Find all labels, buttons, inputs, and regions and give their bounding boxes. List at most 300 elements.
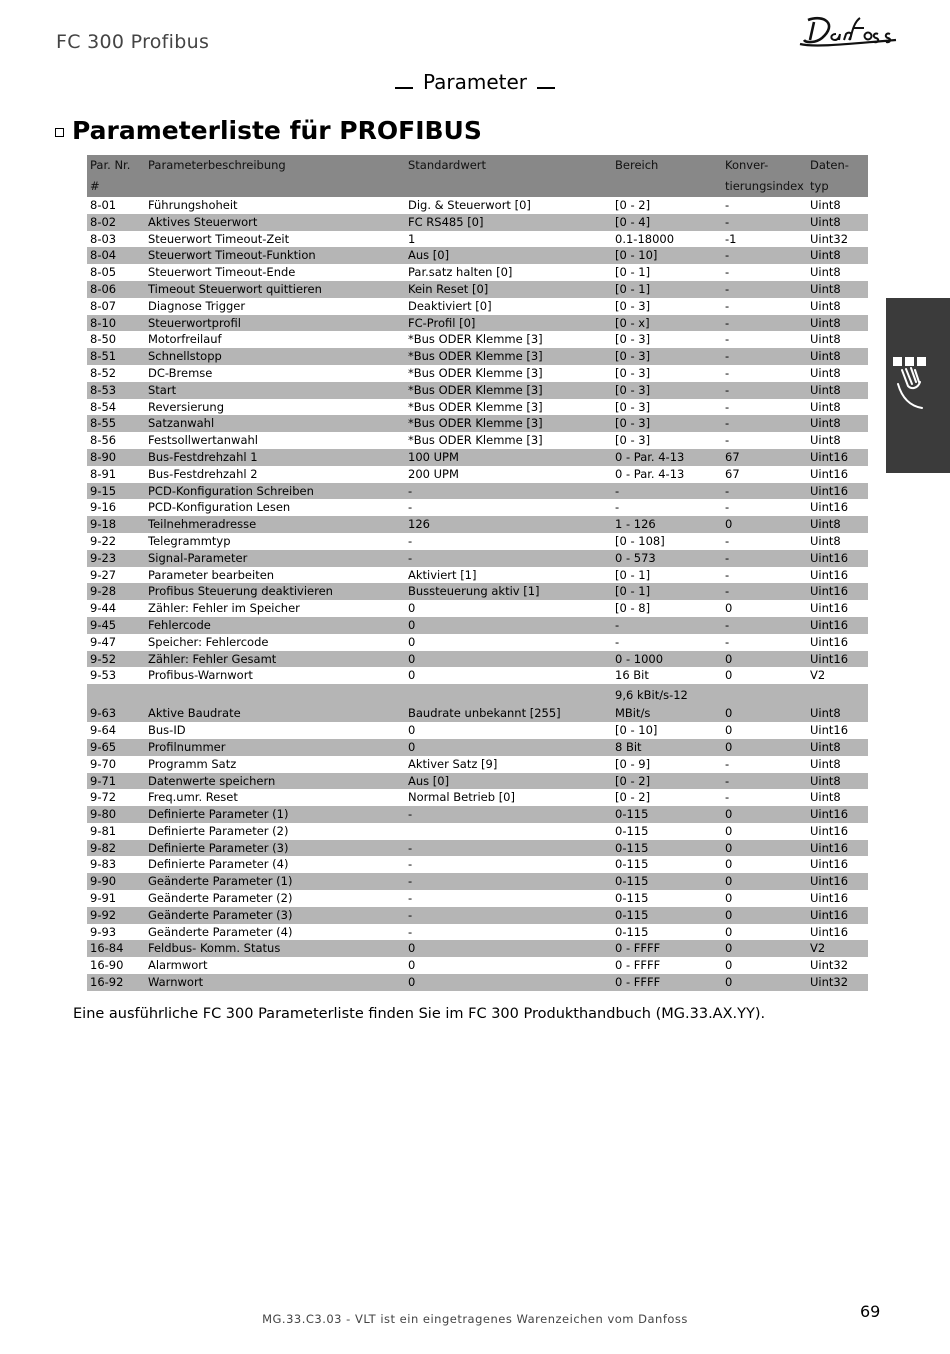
cell-data-type: Uint8	[810, 399, 841, 414]
cell-data-type: Uint16	[810, 500, 849, 515]
cell-default: -	[408, 500, 413, 515]
cell-default: Deaktiviert [0]	[408, 298, 492, 313]
table-row	[87, 449, 868, 466]
cell-range: 0 - FFFF	[615, 958, 661, 973]
cell-conversion-index: -	[725, 298, 730, 313]
cell-description: Teilnehmeradresse	[145, 516, 405, 533]
cell-conversion-index: -	[725, 433, 730, 448]
cell-data-type: Uint16	[807, 840, 868, 857]
cell-data-type: Uint8	[810, 433, 841, 448]
page-heading	[55, 116, 482, 145]
table-row	[87, 533, 868, 550]
cell-conversion-index: -	[725, 756, 730, 771]
cell-data-type: Uint16	[810, 723, 849, 738]
cell-range: 0-115	[615, 924, 649, 939]
cell-range: [0 - 3]	[615, 298, 651, 313]
cell-conversion-index: 0	[725, 958, 733, 973]
cell-range: [0 - 108]	[615, 533, 665, 548]
cell-range: [0 - 1]	[615, 265, 651, 280]
cell-description: Profilnummer	[145, 739, 405, 756]
cell-data-type: Uint8	[810, 332, 841, 347]
cell-data-type: Uint16	[810, 466, 849, 481]
cell-conversion-index: 0	[725, 857, 733, 872]
cell-description: Festsollwertanwahl	[148, 433, 258, 448]
header-default: Standardwert	[405, 155, 612, 197]
cell-range: [0 - 10]	[615, 723, 658, 738]
cell-default: 0	[408, 634, 416, 649]
table-row	[87, 331, 868, 348]
table-row	[87, 583, 868, 600]
cell-description: Steuerwort Timeout-Zeit	[148, 231, 290, 246]
cell-par-nr: 8-05	[90, 265, 117, 280]
cell-default: Aktiviert [1]	[408, 567, 477, 582]
table-row	[87, 722, 868, 739]
page-footer: MG.33.C3.03 - VLT ist ein eingetragenes Warenzeichen vom Danfoss	[262, 1312, 688, 1326]
cell-par-nr: 8-90	[87, 449, 145, 466]
cell-conversion-index: -1	[725, 231, 737, 246]
table-row	[87, 974, 868, 991]
table-row	[87, 890, 868, 907]
table-row	[87, 483, 868, 500]
heading-dash-right	[537, 87, 555, 89]
cell-conversion-index: -	[725, 500, 730, 515]
table-row	[87, 957, 868, 974]
table-row	[87, 940, 868, 957]
cell-range: -	[612, 483, 722, 500]
cell-range: [0 - 9]	[615, 756, 651, 771]
cell-default: *Bus ODER Klemme [3]	[408, 332, 543, 347]
cell-description: Geänderte Parameter (1)	[145, 873, 405, 890]
cell-conversion-index: -	[725, 399, 730, 414]
table-row	[87, 348, 868, 365]
cell-description: PCD-Konfiguration Schreiben	[145, 483, 405, 500]
table-row	[87, 214, 868, 231]
cell-default: FC-Profil [0]	[405, 315, 612, 332]
cell-par-nr: 9-63	[87, 684, 145, 722]
table-row	[87, 550, 868, 567]
cell-description: Feldbus- Komm. Status	[145, 940, 405, 957]
cell-data-type: Uint8	[810, 790, 841, 805]
cell-description: Steuerwort Timeout-Funktion	[145, 247, 405, 264]
table-row	[87, 617, 868, 634]
cell-default: Kein Reset [0]	[405, 281, 612, 298]
cell-data-type: Uint8	[807, 214, 868, 231]
table-row	[87, 667, 868, 684]
cell-description: Timeout Steuerwort quittieren	[145, 281, 405, 298]
cell-par-nr: 8-07	[90, 298, 117, 313]
cell-description: Schnellstopp	[145, 348, 405, 365]
cell-par-nr: 8-02	[87, 214, 145, 231]
cell-description: Programm Satz	[148, 756, 237, 771]
cell-description: Aktive Baudrate	[145, 684, 405, 722]
cell-par-nr: 9-93	[90, 924, 117, 939]
cell-data-type: Uint16	[807, 449, 868, 466]
cell-par-nr: 9-23	[87, 550, 145, 567]
cell-default: 0	[408, 958, 416, 973]
cell-conversion-index: 67	[725, 466, 740, 481]
cell-data-type: Uint16	[810, 924, 849, 939]
cell-data-type: Uint16	[807, 873, 868, 890]
cell-default: -	[405, 907, 612, 924]
table-row	[87, 907, 868, 924]
table-row	[87, 600, 868, 617]
cell-range: 0 - FFFF	[612, 974, 722, 991]
header-range: Bereich	[612, 155, 722, 197]
cell-par-nr: 9-15	[87, 483, 145, 500]
cell-range: [0 - x]	[612, 315, 722, 332]
cell-default: Aus [0]	[405, 773, 612, 790]
cell-data-type: Uint32	[807, 974, 868, 991]
cell-range: 0 - FFFF	[612, 940, 722, 957]
cell-default: Aus [0]	[405, 247, 612, 264]
page-number: 69	[860, 1302, 881, 1321]
table-row	[87, 840, 868, 857]
cell-data-type: Uint16	[810, 634, 849, 649]
cell-description: Alarmwort	[148, 958, 208, 973]
cell-data-type: Uint32	[810, 958, 849, 973]
cell-par-nr: 8-52	[90, 365, 117, 380]
cell-data-type: Uint16	[807, 483, 868, 500]
cell-conversion-index: -	[722, 281, 807, 298]
cell-par-nr: 8-91	[90, 466, 117, 481]
cell-conversion-index: -	[725, 265, 730, 280]
cell-data-type: Uint8	[807, 247, 868, 264]
table-row	[87, 432, 868, 449]
cell-conversion-index: -	[725, 365, 730, 380]
cell-range: 9,6 kBit/s-12 MBit/s	[612, 684, 722, 722]
cell-description: Telegrammtyp	[148, 533, 231, 548]
cell-description: Zähler: Fehler Gesamt	[145, 651, 405, 668]
cell-data-type: Uint16	[810, 823, 849, 838]
cell-description: Geänderte Parameter (4)	[148, 924, 293, 939]
cell-par-nr: 9-81	[90, 823, 117, 838]
cell-par-nr: 8-03	[90, 231, 117, 246]
cell-par-nr: 9-70	[90, 756, 117, 771]
cell-description: Bus-Festdrehzahl 1	[145, 449, 405, 466]
cell-range: 0 - 573	[612, 550, 722, 567]
table-row	[87, 789, 868, 806]
cell-description: Bus-ID	[148, 723, 186, 738]
cell-par-nr: 9-28	[87, 583, 145, 600]
cell-default: *Bus ODER Klemme [3]	[405, 382, 612, 399]
cell-default: *Bus ODER Klemme [3]	[405, 348, 612, 365]
cell-par-nr: 9-22	[90, 533, 117, 548]
table-row	[87, 298, 868, 315]
cell-default: 100 UPM	[405, 449, 612, 466]
cell-range: [0 - 1]	[615, 567, 651, 582]
cell-description: Definierte Parameter (1)	[145, 806, 405, 823]
cell-par-nr: 9-80	[87, 806, 145, 823]
cell-description: Freq.umr. Reset	[148, 790, 238, 805]
cell-data-type: Uint16	[807, 550, 868, 567]
cell-conversion-index: 0	[725, 924, 733, 939]
cell-conversion-index: 0	[722, 516, 807, 533]
cell-par-nr: 9-90	[87, 873, 145, 890]
table-row	[87, 415, 868, 432]
cell-default: -	[405, 806, 612, 823]
cell-range: 0 - 1000	[612, 651, 722, 668]
cell-default: 126	[405, 516, 612, 533]
cell-conversion-index: -	[725, 790, 730, 805]
table-row	[87, 516, 868, 533]
cell-conversion-index: 0	[725, 668, 733, 683]
table-body	[87, 197, 868, 991]
cell-range: 1 - 126	[612, 516, 722, 533]
cell-par-nr: 9-83	[90, 857, 117, 872]
cell-data-type: Uint16	[810, 857, 849, 872]
table-header-row	[87, 155, 868, 197]
cell-conversion-index: 0	[722, 940, 807, 957]
header-data-type: Daten- typ	[807, 155, 868, 197]
cell-default: -	[405, 483, 612, 500]
cell-default: *Bus ODER Klemme [3]	[405, 415, 612, 432]
cell-par-nr: 16-90	[90, 958, 124, 973]
parameter-table	[87, 155, 868, 991]
cell-par-nr: 8-54	[90, 399, 117, 414]
cell-description: Signal-Parameter	[145, 550, 405, 567]
cell-description: Diagnose Trigger	[148, 298, 246, 313]
cell-par-nr: 16-84	[87, 940, 145, 957]
cell-description: Geänderte Parameter (2)	[148, 891, 293, 906]
cell-default: 0	[408, 668, 416, 683]
cell-range: 0 - Par. 4-13	[612, 449, 722, 466]
cell-range: [0 - 4]	[612, 214, 722, 231]
cell-par-nr: 9-27	[90, 567, 117, 582]
cell-default: Dig. & Steuerwort [0]	[408, 198, 531, 212]
cell-conversion-index: -	[722, 483, 807, 500]
cell-conversion-index: 0	[722, 907, 807, 924]
cell-description: Speicher: Fehlercode	[148, 634, 269, 649]
cell-data-type: Uint8	[807, 348, 868, 365]
page-heading-text: Parameterliste für PROFIBUS	[72, 116, 482, 145]
cell-default: 0	[408, 601, 416, 616]
table-row	[87, 856, 868, 873]
cell-default: 0	[405, 739, 612, 756]
cell-conversion-index: -	[722, 382, 807, 399]
table-row	[87, 281, 868, 298]
cell-default: 0	[405, 974, 612, 991]
cell-description: Zähler: Fehler im Speicher	[148, 601, 300, 616]
table-row	[87, 873, 868, 890]
cell-par-nr: 9-92	[87, 907, 145, 924]
table-row	[87, 247, 868, 264]
cell-description: Definierte Parameter (2)	[148, 823, 289, 838]
document-title: FC 300 Profibus	[56, 31, 210, 53]
cell-range: 0-115	[612, 907, 722, 924]
cell-par-nr: 9-91	[90, 891, 117, 906]
cell-data-type: V2	[810, 668, 826, 683]
cell-description: Steuerwortprofil	[145, 315, 405, 332]
table-row	[87, 634, 868, 651]
heading-dash-left	[395, 87, 413, 89]
cell-par-nr: 9-47	[90, 634, 117, 649]
table-row	[87, 924, 868, 941]
table-row	[87, 264, 868, 281]
cell-par-nr: 9-52	[87, 651, 145, 668]
cell-range: [0 - 8]	[615, 601, 651, 616]
footer-note: Eine ausführliche FC 300 Parameterliste finden Sie im FC 300 Produkthandbuch (MG.33.AX.YY).	[73, 1006, 766, 1022]
cell-data-type: Uint8	[810, 298, 841, 313]
cell-par-nr: 9-72	[90, 790, 117, 805]
cell-default: -	[408, 891, 413, 906]
cell-default: 200 UPM	[408, 466, 459, 481]
cell-par-nr: 9-53	[90, 668, 117, 683]
cell-par-nr: 9-71	[87, 773, 145, 790]
cell-conversion-index: -	[725, 332, 730, 347]
cell-data-type: Uint32	[810, 231, 849, 246]
cell-par-nr: 8-53	[87, 382, 145, 399]
cell-par-nr: 8-04	[87, 247, 145, 264]
cell-range: -	[612, 617, 722, 634]
cell-conversion-index: -	[722, 348, 807, 365]
cell-data-type: Uint16	[810, 567, 849, 582]
table-row	[87, 756, 868, 773]
cell-data-type: Uint8	[807, 415, 868, 432]
table-row	[87, 651, 868, 668]
cell-default: -	[408, 924, 413, 939]
cell-conversion-index: -	[722, 583, 807, 600]
section-heading-text: Parameter	[422, 70, 528, 94]
cell-description: Geänderte Parameter (3)	[145, 907, 405, 924]
table-row	[87, 773, 868, 790]
cell-data-type: Uint8	[807, 315, 868, 332]
cell-range: [0 - 10]	[612, 247, 722, 264]
cell-range: 8 Bit	[612, 739, 722, 756]
cell-conversion-index: -	[725, 634, 730, 649]
cell-range: [0 - 1]	[612, 583, 722, 600]
cell-data-type: Uint8	[810, 533, 841, 548]
cell-par-nr: 16-92	[87, 974, 145, 991]
table-row	[87, 739, 868, 756]
cell-default: 0	[405, 940, 612, 957]
cell-description: Parameter bearbeiten	[148, 567, 275, 582]
cell-conversion-index: 0	[725, 601, 733, 616]
table-row	[87, 806, 868, 823]
cell-range: 0-115	[615, 857, 649, 872]
cell-range: 0-115	[612, 873, 722, 890]
cell-par-nr: 8-50	[90, 332, 117, 347]
cell-data-type: Uint8	[810, 365, 841, 380]
cell-description: Bus-Festdrehzahl 2	[148, 466, 258, 481]
cell-conversion-index: -	[725, 567, 730, 582]
cell-default: 1	[408, 231, 416, 246]
danfoss-logo	[796, 10, 900, 52]
cell-conversion-index: -	[722, 773, 807, 790]
cell-par-nr: 9-82	[87, 840, 145, 857]
cell-description: Satzanwahl	[145, 415, 405, 432]
cell-default: 0	[408, 723, 416, 738]
cell-range: [0 - 2]	[612, 773, 722, 790]
cell-par-nr: 8-06	[87, 281, 145, 298]
cell-description: Profibus Steuerung deaktivieren	[145, 583, 405, 600]
cell-conversion-index: -	[725, 533, 730, 548]
cell-description: Definierte Parameter (4)	[148, 857, 289, 872]
cell-default	[405, 823, 612, 840]
cell-description: Profibus-Warnwort	[148, 668, 253, 683]
cell-conversion-index: -	[722, 247, 807, 264]
cell-description: Aktives Steuerwort	[145, 214, 405, 231]
cell-description: Datenwerte speichern	[145, 773, 405, 790]
cell-conversion-index: 0	[722, 651, 807, 668]
cell-description: Warnwort	[145, 974, 405, 991]
cell-conversion-index: -	[722, 214, 807, 231]
header-description: Parameterbeschreibung	[145, 155, 405, 197]
cell-range: [0 - 3]	[615, 433, 651, 448]
cell-description: Reversierung	[148, 399, 225, 414]
cell-data-type: Uint8	[807, 281, 868, 298]
cell-conversion-index: 0	[725, 891, 733, 906]
cell-par-nr: 8-56	[90, 433, 117, 448]
table-row	[87, 382, 868, 399]
cell-conversion-index: 0	[722, 840, 807, 857]
cell-range: [0 - 3]	[612, 348, 722, 365]
cell-default: -	[405, 873, 612, 890]
cell-conversion-index: 0	[722, 739, 807, 756]
cell-default: 0	[405, 651, 612, 668]
cell-range: [0 - 2]	[615, 790, 651, 805]
chapter-side-tab[interactable]	[886, 298, 950, 473]
header-conversion-index: Konver- tierungsindex	[722, 155, 807, 197]
cell-conversion-index: -	[722, 617, 807, 634]
cell-default: -	[408, 533, 413, 548]
cell-description: Definierte Parameter (3)	[145, 840, 405, 857]
header-par-nr: Par. Nr. #	[87, 155, 145, 197]
cell-default: Bussteuerung aktiv [1]	[405, 583, 612, 600]
cell-conversion-index: 0	[722, 974, 807, 991]
cell-description: Steuerwort Timeout-Ende	[148, 265, 296, 280]
cell-default: Aktiver Satz [9]	[408, 756, 498, 771]
table-row	[87, 466, 868, 483]
cell-par-nr: 8-55	[87, 415, 145, 432]
cell-conversion-index: 0	[725, 823, 733, 838]
cell-range: -	[615, 634, 620, 649]
table-row	[87, 315, 868, 332]
cell-range: 0.1-18000	[615, 231, 675, 246]
cell-range: 0-115	[615, 891, 649, 906]
cell-description: Start	[145, 382, 405, 399]
cell-range: [0 - 3]	[612, 415, 722, 432]
cell-range: [0 - 3]	[612, 382, 722, 399]
cell-par-nr: 9-65	[87, 739, 145, 756]
cell-conversion-index: -	[722, 315, 807, 332]
cell-data-type: Uint16	[807, 907, 868, 924]
cell-default: -	[405, 840, 612, 857]
cell-conversion-index: 67	[722, 449, 807, 466]
square-bullet-icon	[55, 128, 64, 137]
cell-range: 0 - Par. 4-13	[615, 466, 685, 481]
cell-data-type: Uint16	[810, 601, 849, 616]
cell-conversion-index: 0	[725, 723, 733, 738]
cell-par-nr: 9-18	[87, 516, 145, 533]
cell-range: 16 Bit	[615, 668, 649, 683]
table-row	[87, 231, 868, 248]
cell-data-type: Uint16	[807, 806, 868, 823]
cell-data-type: Uint16	[810, 891, 849, 906]
cell-data-type: Uint8	[807, 684, 868, 722]
cell-default: *Bus ODER Klemme [3]	[408, 433, 543, 448]
cell-par-nr: 9-16	[90, 500, 117, 515]
cell-data-type: V2	[807, 940, 868, 957]
cell-conversion-index: -	[725, 198, 730, 212]
cell-conversion-index: 0	[722, 873, 807, 890]
table-row	[87, 197, 868, 214]
cell-conversion-index: -	[722, 550, 807, 567]
cell-description: DC-Bremse	[148, 365, 213, 380]
table-row	[87, 399, 868, 416]
table-row	[87, 365, 868, 382]
cell-data-type: Uint8	[807, 739, 868, 756]
cell-description: Motorfreilauf	[148, 332, 222, 347]
